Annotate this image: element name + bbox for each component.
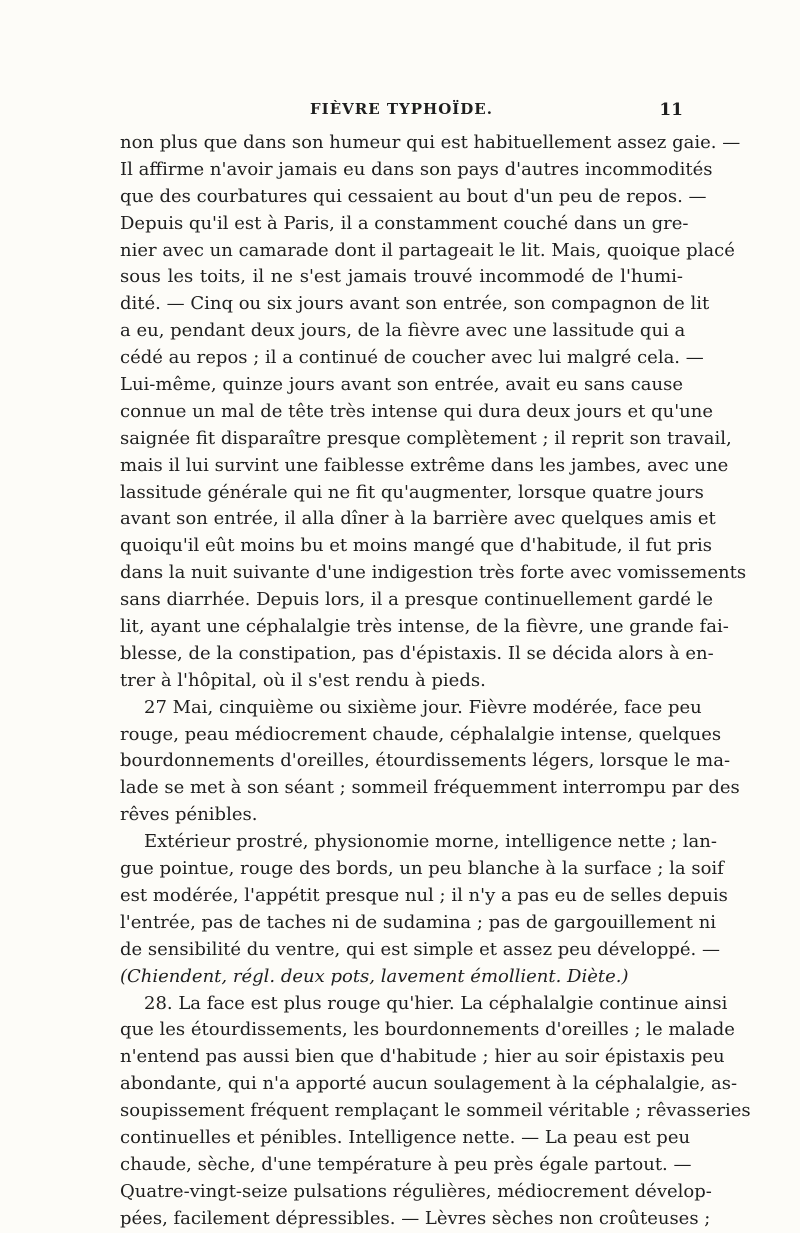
page-number: 11: [659, 100, 683, 120]
text-line: trer à l'hôpital, où il s'est rendu à pieds.: [120, 669, 486, 691]
text-line: abondante, qui n'a apporté aucun soulagement à la céphalalgie, as-: [120, 1073, 738, 1095]
text-line: dité. — Cinq ou six jours avant son entrée, son compagnon de lit: [120, 293, 710, 315]
text-line: lit, ayant une céphalalgie très intense, de la fièvre, une grande fai-: [120, 616, 729, 638]
text-line: lassitude générale qui ne fit qu'augmenter, lorsque quatre jours: [120, 481, 704, 503]
page-header: [120, 100, 683, 126]
text-line: a eu, pendant deux jours, de la fièvre avec une lassitude qui a: [120, 320, 686, 342]
text-line: (Chiendent, régl. deux pots, lavement émollient. Diète.): [120, 965, 629, 987]
text-line: connue un mal de tête très intense qui dura deux jours et qu'une: [120, 400, 714, 422]
text-line: dans la nuit suivante d'une indigestion très forte avec vomissements: [120, 562, 747, 584]
text-line: de sensibilité du ventre, qui est simple et assez peu développé. —: [120, 938, 721, 960]
text-line: bourdonnements d'oreilles, étourdissements légers, lorsque le ma-: [120, 750, 731, 772]
text-line: soupissement fréquent remplaçant le sommeil véritable ; rêvasseries: [120, 1100, 751, 1122]
text-line: saignée fit disparaître presque complètement ; il reprit son travail,: [120, 427, 732, 449]
text-line: blesse, de la constipation, pas d'épistaxis. Il se décida alors à en-: [120, 642, 714, 664]
text-line: avant son entrée, il alla dîner à la barrière avec quelques amis et: [120, 508, 716, 530]
text-line: quoiqu'il eût moins bu et moins mangé que d'habitude, il fut pris: [120, 535, 712, 557]
text-line: pées, facilement dépressibles. — Lèvres sèches non croûteuses ;: [120, 1207, 711, 1229]
text-line: rêves pénibles.: [120, 804, 258, 826]
text-line: continuelles et pénibles. Intelligence nette. — La peau est peu: [120, 1126, 691, 1148]
text-line: mais il lui survint une faiblesse extrême dans les jambes, avec une: [120, 454, 729, 476]
text-line: est modérée, l'appétit presque nul ; il n'y a pas eu de selles depuis: [120, 884, 728, 906]
text-line: que des courbatures qui cessaient au bout d'un peu de repos. —: [120, 185, 707, 207]
running-title: FIÈVRE TYPHOÏDE.: [310, 100, 493, 118]
text-line: 27 Mai, cinquième ou sixième jour. Fièvre modérée, face peu: [144, 696, 702, 718]
text-line: nier avec un camarade dont il partageait le lit. Mais, quoique placé: [120, 239, 735, 261]
text-line: chaude, sèche, d'une température à peu près égale partout. —: [120, 1153, 692, 1175]
text-line: que les étourdissements, les bourdonnements d'oreilles ; le malade: [120, 1019, 735, 1041]
text-line: Lui-même, quinze jours avant son entrée, avait eu sans cause: [120, 374, 683, 396]
text-line: Il affirme n'avoir jamais eu dans son pays d'autres incommodités: [120, 158, 713, 180]
text-line: cédé au repos ; il a continué de coucher avec lui malgré cela. —: [120, 347, 704, 369]
text-line: sans diarrhée. Depuis lors, il a presque continuellement gardé le: [120, 589, 714, 611]
text-line: gue pointue, rouge des bords, un peu blanche à la surface ; la soif: [120, 858, 724, 880]
text-line: Depuis qu'il est à Paris, il a constamment couché dans un gre-: [120, 212, 689, 234]
text-line: lade se met à son séant ; sommeil fréquemment interrompu par des: [120, 777, 740, 799]
text-line: Extérieur prostré, physionomie morne, intelligence nette ; lan-: [144, 831, 717, 853]
text-line: rouge, peau médiocrement chaude, céphalalgie intense, quelques: [120, 723, 722, 745]
text-line: l'entrée, pas de taches ni de sudamina ; pas de gargouillement ni: [120, 911, 717, 933]
text-line: 28. La face est plus rouge qu'hier. La céphalalgie continue ainsi: [144, 992, 728, 1014]
text-line: non plus que dans son humeur qui est habituellement assez gaie. —: [120, 132, 741, 153]
text-line: sous les toits, il ne s'est jamais trouvé incommodé de l'humi-: [120, 266, 683, 288]
body-text: [120, 130, 751, 1233]
text-line: Quatre-vingt-seize pulsations régulières, médiocrement dévelop-: [120, 1180, 712, 1202]
text-line: n'entend pas aussi bien que d'habitude ; hier au soir épistaxis peu: [120, 1046, 725, 1068]
